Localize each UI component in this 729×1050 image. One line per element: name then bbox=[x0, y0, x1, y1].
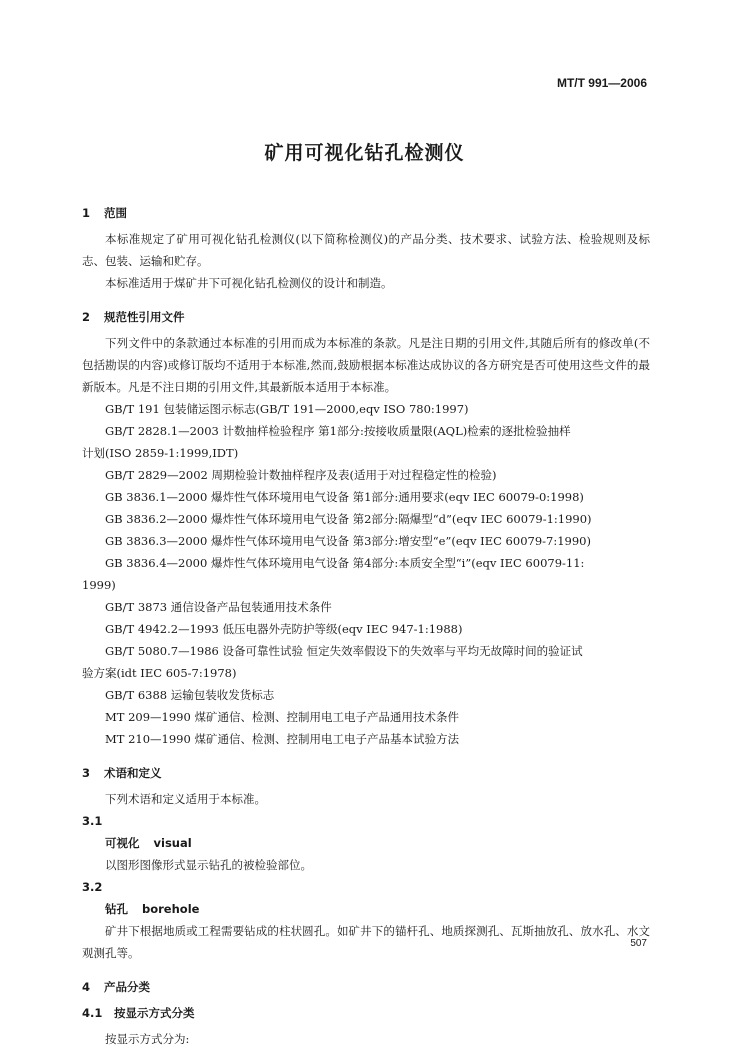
reference-item: MT 210—1990 煤矿通信、检测、控制用电工电子产品基本试验方法 bbox=[105, 732, 459, 746]
reference-item: GB/T 6388 运输包装收发货标志 bbox=[105, 688, 275, 702]
reference-item: GB/T 2828.1—2003 计数抽样检验程序 第1部分:按接收质量限(AQL)检索的逐批检验抽样 bbox=[105, 424, 571, 438]
reference-item-continued: 计划(ISO 2859-1:1999,IDT) bbox=[82, 446, 239, 460]
reference-item: GB/T 3873 通信设备产品包装通用技术条件 bbox=[105, 600, 332, 614]
term-3-1: 可视化 visual bbox=[105, 836, 192, 850]
reference-item-continued: 1999) bbox=[82, 578, 116, 592]
section-2-paragraph-1: 下列文件中的条款通过本标准的引用而成为本标准的条款。凡是注日期的引用文件,其随后所有的修改单(不包括勘误的内容)或修订版均不适用于本标准,然而,鼓励根据本标准达成协议的各方研究是否可使用这些文件的最新版本。凡是不注日期的引用文件,其最新版本适用于本标准。 bbox=[82, 336, 650, 394]
page-number: 507 bbox=[630, 938, 647, 949]
section-4-1-heading: 4.1 按显示方式分类 bbox=[82, 1006, 195, 1020]
reference-item-continued: 验方案(idt IEC 605-7:1978) bbox=[82, 666, 237, 680]
reference-item: GB 3836.1—2000 爆炸性气体环境用电气设备 第1部分:通用要求(eqv IEC 60079-0:1998) bbox=[105, 490, 584, 504]
section-4-1-paragraph-1: 按显示方式分为: bbox=[105, 1032, 190, 1046]
reference-item: MT 209—1990 煤矿通信、检测、控制用电工电子产品通用技术条件 bbox=[105, 710, 459, 724]
reference-item: GB/T 5080.7—1986 设备可靠性试验 恒定失效率假设下的失效率与平均无故障时间的验证试 bbox=[105, 644, 583, 658]
section-1-paragraph-1: 本标准规定了矿用可视化钻孔检测仪(以下简称检测仪)的产品分类、技术要求、试验方法、检验规则及标志、包装、运输和贮存。 bbox=[82, 232, 650, 268]
reference-item: GB 3836.3—2000 爆炸性气体环境用电气设备 第3部分:增安型“e”(eqv IEC 60079-7:1990) bbox=[105, 534, 591, 548]
reference-item: GB/T 2829—2002 周期检验计数抽样程序及表(适用于对过程稳定性的检验) bbox=[105, 468, 497, 482]
section-4-heading: 4 产品分类 bbox=[82, 980, 150, 994]
document-title: 矿用可视化钻孔检测仪 bbox=[264, 142, 465, 164]
reference-item: GB 3836.2—2000 爆炸性气体环境用电气设备 第2部分:隔爆型“d”(eqv IEC 60079-1:1990) bbox=[105, 512, 592, 526]
section-3-paragraph-1: 下列术语和定义适用于本标准。 bbox=[105, 792, 266, 806]
section-1-paragraph-2: 本标准适用于煤矿井下可视化钻孔检测仪的设计和制造。 bbox=[105, 276, 393, 290]
reference-item: GB/T 191 包装储运图示标志(GB/T 191—2000,eqv ISO 780:1997) bbox=[105, 402, 469, 416]
term-3-1-number: 3.1 bbox=[82, 814, 103, 828]
standard-number: MT/T 991—2006 bbox=[556, 76, 647, 90]
term-3-2-definition: 矿井下根据地质或工程需要钻成的柱状圆孔。如矿井下的锚杆孔、地质探测孔、瓦斯抽放孔、放水孔、水文观测孔等。 bbox=[82, 924, 650, 960]
reference-item: GB 3836.4—2000 爆炸性气体环境用电气设备 第4部分:本质安全型“i”(eqv IEC 60079-11: bbox=[105, 556, 585, 570]
section-2-heading: 2 规范性引用文件 bbox=[82, 310, 185, 324]
document-body bbox=[82, 198, 650, 1050]
term-3-1-definition: 以图形图像形式显示钻孔的被检验部位。 bbox=[105, 858, 312, 872]
section-3-heading: 3 术语和定义 bbox=[82, 766, 162, 780]
term-3-2-number: 3.2 bbox=[82, 880, 103, 894]
section-1-heading: 1 范围 bbox=[82, 206, 127, 220]
reference-item: GB/T 4942.2—1993 低压电器外壳防护等级(eqv IEC 947-1:1988) bbox=[105, 622, 463, 636]
term-3-2: 钻孔 borehole bbox=[105, 902, 200, 916]
